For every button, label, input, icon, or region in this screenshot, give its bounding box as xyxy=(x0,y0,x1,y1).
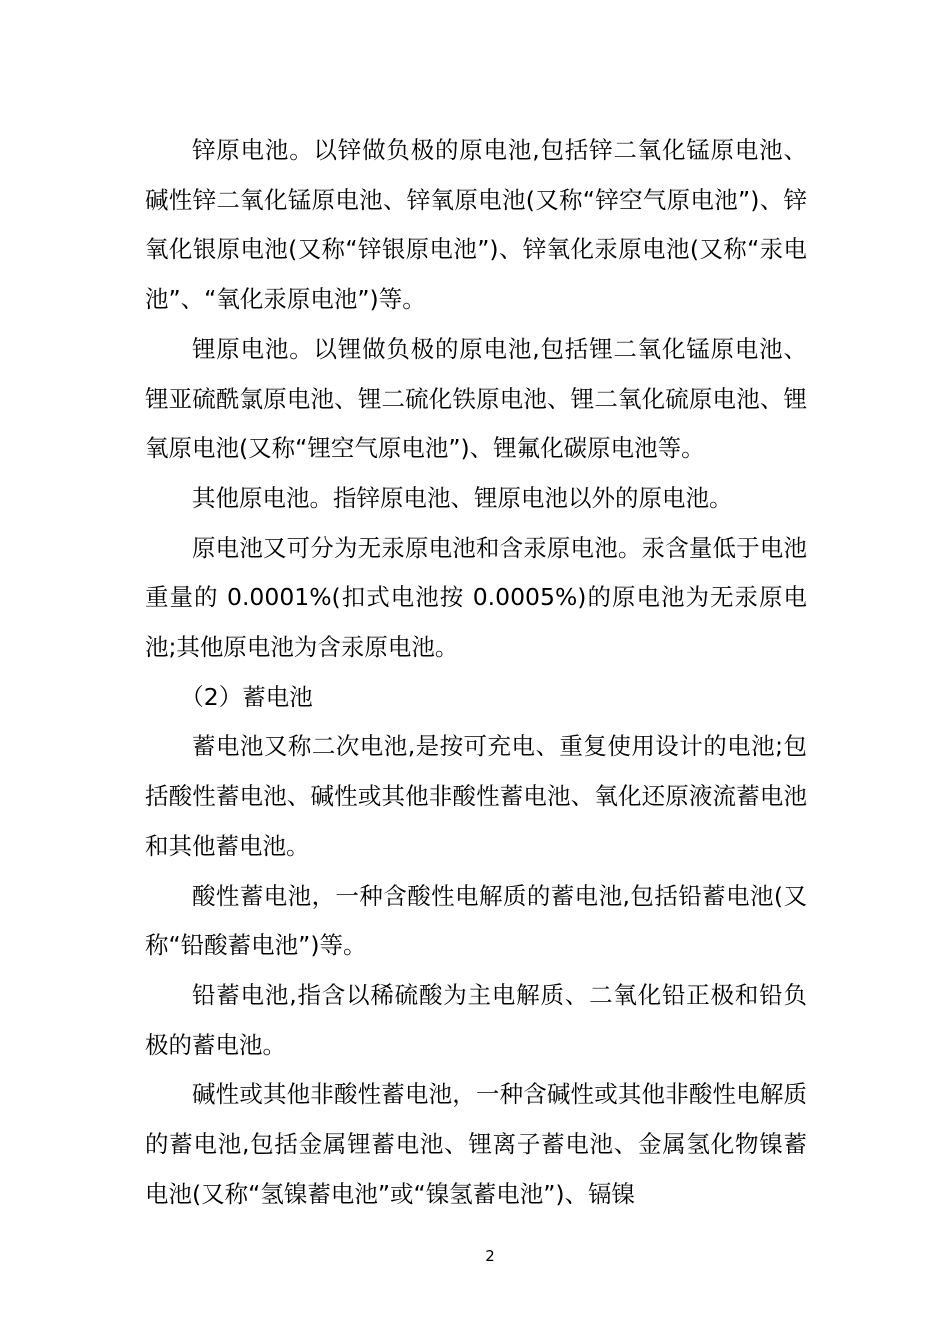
section-heading-storage-battery: （2）蓄电池 xyxy=(180,682,313,711)
paragraph-lead-storage-battery: 铅蓄电池,指含以稀硫酸为主电解质、二氧化铅正极和铅负极的蓄电池。 xyxy=(145,980,807,1059)
paragraph-other-primary-battery: 其他原电池。指锌原电池、锂原电池以外的原电池。 xyxy=(192,483,733,512)
paragraph-mercury-content: 原电池又可分为无汞原电池和含汞原电池。汞含量低于电池重量的 0.0001%(扣式电池按 0.0005%)的原电池为无汞原电池;其他原电池为含汞原电池。 xyxy=(145,533,807,662)
paragraph-alkaline-storage-battery: 碱性或其他非酸性蓄电池，一种含碱性或其他非酸性电解质的蓄电池,包括金属锂蓄电池、锂离子蓄电池、金属氢化物镍蓄电池(又称“氢镍蓄电池”或“镍氢蓄电池”)、镉镍 xyxy=(145,1080,807,1208)
paragraph-zinc-primary-battery: 锌原电池。以锌做负极的原电池,包括锌二氧化锰原电池、碱性锌二氧化锰原电池、锌氧原电池(又称“锌空气原电池”)、锌氧化银原电池(又称“锌银原电池”)、锌氧化汞原电池(又称“汞电池”、“氧化汞原电池”)等。 xyxy=(145,136,807,314)
page-number: 2 xyxy=(485,1247,495,1265)
paragraph-storage-battery-definition: 蓄电池又称二次电池,是按可充电、重复使用设计的电池;包括酸性蓄电池、碱性或其他非酸性蓄电池、氧化还原液流蓄电池和其他蓄电池。 xyxy=(145,732,807,860)
paragraph-acid-storage-battery: 酸性蓄电池，一种含酸性电解质的蓄电池,包括铅蓄电池(又称“铅酸蓄电池”)等。 xyxy=(145,881,807,960)
paragraph-lithium-primary-battery: 锂原电池。以锂做负极的原电池,包括锂二氧化锰原电池、锂亚硫酰氯原电池、锂二硫化铁原电池、锂二氧化硫原电池、锂氧原电池(又称“锂空气原电池”)、锂氟化碳原电池等。 xyxy=(145,334,807,463)
document-body xyxy=(145,126,807,1219)
